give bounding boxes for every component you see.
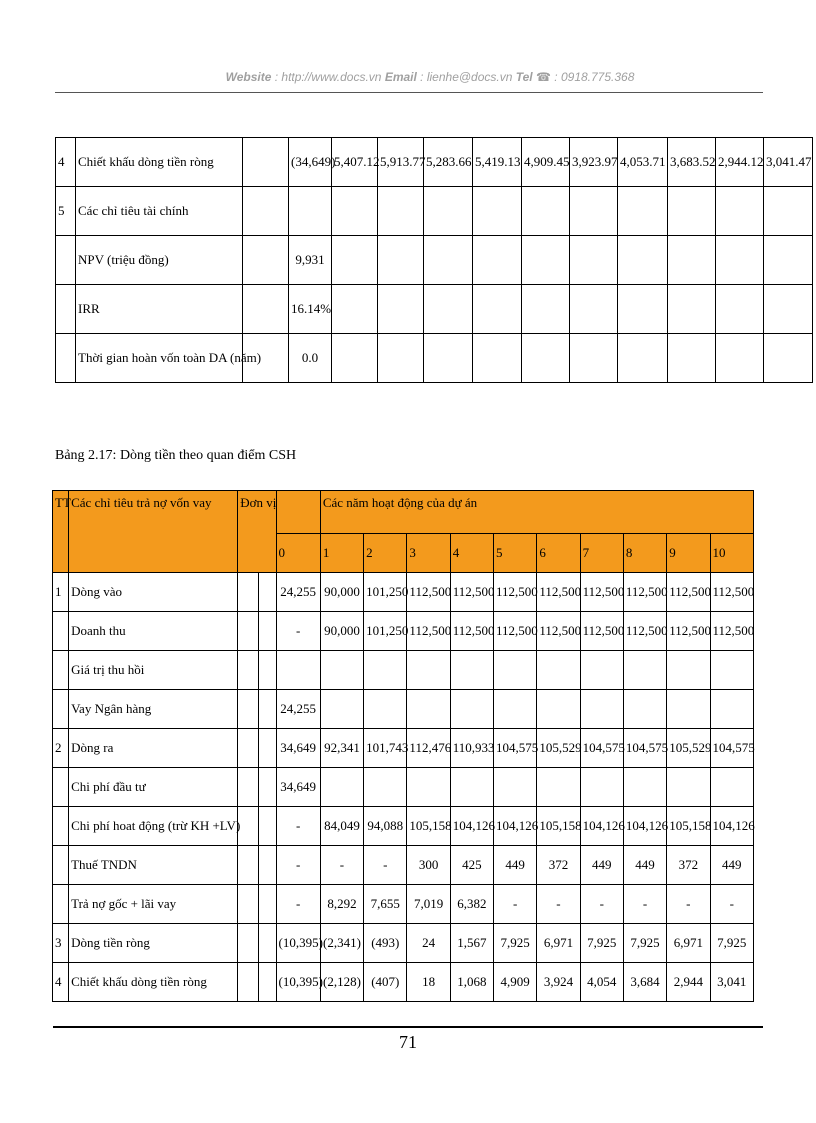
value-cell: 6,971 <box>537 924 580 963</box>
row-label: Các chỉ tiêu tài chính <box>76 187 243 236</box>
value-cell <box>764 187 813 236</box>
value-cell <box>716 187 764 236</box>
unit-cell <box>243 285 289 334</box>
value-cell: 112,500 <box>710 573 754 612</box>
value-cell: 3,923.97 <box>570 138 618 187</box>
value-cell <box>623 690 666 729</box>
value-cell <box>618 334 668 383</box>
unit-cell <box>259 963 276 1002</box>
value-cell <box>320 690 363 729</box>
value-cell: 104,575 <box>494 729 537 768</box>
value-cell: 3,041 <box>710 963 754 1002</box>
value-cell: (10,395) <box>276 924 320 963</box>
value-cell: 16.14% <box>289 285 332 334</box>
value-cell: - <box>276 885 320 924</box>
row-index <box>56 236 76 285</box>
value-cell: - <box>276 612 320 651</box>
value-cell <box>716 334 764 383</box>
value-cell: 6,971 <box>667 924 710 963</box>
header-years-title: Các năm hoạt động của dự án <box>320 491 753 534</box>
value-cell: 6,382 <box>450 885 493 924</box>
unit-cell <box>259 846 276 885</box>
value-cell <box>289 187 332 236</box>
header-divider <box>55 92 763 93</box>
tel-value: : 0918.775.368 <box>554 70 635 84</box>
value-cell <box>667 690 710 729</box>
row-index <box>56 285 76 334</box>
header-unit: Đơn vị <box>238 491 276 573</box>
value-cell <box>407 651 450 690</box>
unit-cell <box>238 690 259 729</box>
value-cell: 112,500 <box>623 573 666 612</box>
value-cell: 4,909 <box>494 963 537 1002</box>
value-cell <box>364 651 407 690</box>
row-index <box>53 612 69 651</box>
value-cell <box>623 768 666 807</box>
value-cell: 18 <box>407 963 450 1002</box>
value-cell <box>473 334 522 383</box>
row-label: Trả nợ gốc + lãi vay <box>69 885 238 924</box>
value-cell: 4,053.71 <box>618 138 668 187</box>
page-number: 71 <box>399 1032 417 1052</box>
value-cell: 112,500 <box>623 612 666 651</box>
table-row <box>53 768 754 807</box>
value-cell: 34,649 <box>276 768 320 807</box>
value-cell <box>378 236 424 285</box>
value-cell <box>667 768 710 807</box>
header-indicator: Các chỉ tiêu trả nợ vốn vay <box>69 491 238 573</box>
value-cell: 104,126 <box>494 807 537 846</box>
table-caption: Bảng 2.17: Dòng tiền theo quan điểm CSH <box>55 448 297 463</box>
row-index: 2 <box>53 729 69 768</box>
value-cell <box>580 768 623 807</box>
value-cell <box>378 334 424 383</box>
header-year: 9 <box>667 534 710 573</box>
value-cell: - <box>537 885 580 924</box>
header-year: 4 <box>450 534 493 573</box>
value-cell: 34,649 <box>276 729 320 768</box>
row-label: Doanh thu <box>69 612 238 651</box>
value-cell: 372 <box>667 846 710 885</box>
value-cell: 112,500 <box>407 612 450 651</box>
value-cell <box>473 187 522 236</box>
table-row <box>53 690 754 729</box>
value-cell <box>450 768 493 807</box>
value-cell: 112,500 <box>580 612 623 651</box>
value-cell <box>580 651 623 690</box>
value-cell: 24,255 <box>276 690 320 729</box>
header-blank <box>276 491 320 534</box>
value-cell: - <box>580 885 623 924</box>
value-cell: 3,684 <box>623 963 666 1002</box>
row-index: 4 <box>56 138 76 187</box>
unit-cell <box>238 885 259 924</box>
value-cell: 425 <box>450 846 493 885</box>
value-cell <box>716 285 764 334</box>
table-row <box>56 334 813 383</box>
row-index <box>53 885 69 924</box>
value-cell: 449 <box>623 846 666 885</box>
value-cell <box>407 768 450 807</box>
value-cell: 4,909.45 <box>522 138 570 187</box>
row-index <box>53 768 69 807</box>
row-index: 4 <box>53 963 69 1002</box>
value-cell: 112,476 <box>407 729 450 768</box>
row-label: NPV (triệu đồng) <box>76 236 243 285</box>
value-cell: 7,019 <box>407 885 450 924</box>
value-cell <box>494 651 537 690</box>
row-label: Dòng tiền ròng <box>69 924 238 963</box>
value-cell: 372 <box>537 846 580 885</box>
table-row <box>56 187 813 236</box>
unit-cell <box>259 729 276 768</box>
value-cell <box>494 768 537 807</box>
email-label: Email <box>384 70 417 84</box>
header-year: 2 <box>364 534 407 573</box>
value-cell: 7,925 <box>623 924 666 963</box>
row-label: Thuế TNDN <box>69 846 238 885</box>
value-cell: 300 <box>407 846 450 885</box>
value-cell <box>424 334 473 383</box>
value-cell: 4,054 <box>580 963 623 1002</box>
value-cell: 7,925 <box>710 924 754 963</box>
table-row <box>53 573 754 612</box>
value-cell <box>618 285 668 334</box>
value-cell: - <box>623 885 666 924</box>
value-cell: 5,913.77 <box>378 138 424 187</box>
value-cell: 7,925 <box>580 924 623 963</box>
value-cell: (493) <box>364 924 407 963</box>
unit-cell <box>259 573 276 612</box>
value-cell <box>618 187 668 236</box>
value-cell: 92,341 <box>320 729 363 768</box>
value-cell: - <box>320 846 363 885</box>
value-cell: (407) <box>364 963 407 1002</box>
row-index: 5 <box>56 187 76 236</box>
value-cell <box>320 768 363 807</box>
row-label: Thời gian hoàn vốn toàn DA (năm) <box>76 334 243 383</box>
value-cell <box>407 690 450 729</box>
table-row <box>53 885 754 924</box>
value-cell <box>494 690 537 729</box>
value-cell <box>332 285 378 334</box>
table-row <box>53 612 754 651</box>
value-cell: - <box>667 885 710 924</box>
value-cell: 94,088 <box>364 807 407 846</box>
value-cell: - <box>364 846 407 885</box>
value-cell: 104,126 <box>623 807 666 846</box>
phone-icon: ☎ <box>536 70 551 84</box>
value-cell: 112,500 <box>450 612 493 651</box>
header-year: 10 <box>710 534 754 573</box>
header-year: 3 <box>407 534 450 573</box>
row-label: Chi phí hoat động (trừ KH +LV) <box>69 807 238 846</box>
row-index: 1 <box>53 573 69 612</box>
row-label: IRR <box>76 285 243 334</box>
value-cell <box>570 187 618 236</box>
value-cell <box>378 187 424 236</box>
value-cell <box>764 334 813 383</box>
unit-cell <box>238 846 259 885</box>
header-year: 0 <box>276 534 320 573</box>
value-cell <box>764 236 813 285</box>
value-cell: - <box>276 807 320 846</box>
row-index <box>53 690 69 729</box>
value-cell: 104,575 <box>623 729 666 768</box>
value-cell: 5,283.66 <box>424 138 473 187</box>
footer-divider <box>53 1026 763 1028</box>
value-cell: 104,126 <box>450 807 493 846</box>
value-cell <box>623 651 666 690</box>
value-cell: 105,529 <box>537 729 580 768</box>
value-cell: 101,250 <box>364 573 407 612</box>
row-index <box>53 846 69 885</box>
table-row <box>56 236 813 285</box>
row-index <box>56 334 76 383</box>
value-cell <box>450 690 493 729</box>
value-cell: 112,500 <box>407 573 450 612</box>
value-cell: 110,933 <box>450 729 493 768</box>
unit-cell <box>238 768 259 807</box>
value-cell: 2,944 <box>667 963 710 1002</box>
value-cell: 104,126 <box>580 807 623 846</box>
value-cell: 8,292 <box>320 885 363 924</box>
value-cell: 0.0 <box>289 334 332 383</box>
value-cell <box>537 768 580 807</box>
page-header <box>100 70 760 84</box>
row-index <box>53 651 69 690</box>
unit-cell <box>243 187 289 236</box>
value-cell: 1,068 <box>450 963 493 1002</box>
unit-cell <box>259 651 276 690</box>
value-cell <box>473 285 522 334</box>
value-cell: 3,683.52 <box>668 138 716 187</box>
value-cell <box>667 651 710 690</box>
value-cell <box>668 236 716 285</box>
table-row <box>56 138 813 187</box>
unit-cell <box>238 963 259 1002</box>
value-cell <box>537 690 580 729</box>
unit-cell <box>259 807 276 846</box>
unit-cell <box>238 924 259 963</box>
value-cell: 112,500 <box>537 612 580 651</box>
row-label: Dòng ra <box>69 729 238 768</box>
row-label: Dòng vào <box>69 573 238 612</box>
value-cell <box>276 651 320 690</box>
header-tt: TT <box>53 491 69 573</box>
unit-cell <box>259 885 276 924</box>
tel-label: Tel <box>515 70 533 84</box>
value-cell: 5,419.13 <box>473 138 522 187</box>
value-cell: 90,000 <box>320 612 363 651</box>
row-label: Chi phí đầu tư <box>69 768 238 807</box>
value-cell <box>522 187 570 236</box>
value-cell: 5,407.12 <box>332 138 378 187</box>
value-cell: 104,575 <box>710 729 754 768</box>
unit-cell <box>238 612 259 651</box>
value-cell: 104,126 <box>710 807 754 846</box>
value-cell <box>710 768 754 807</box>
value-cell <box>668 285 716 334</box>
value-cell: 84,049 <box>320 807 363 846</box>
table-row <box>53 729 754 768</box>
value-cell: 112,500 <box>494 612 537 651</box>
value-cell: 112,500 <box>537 573 580 612</box>
equity-cashflow-table <box>52 490 754 1002</box>
value-cell: (2,341) <box>320 924 363 963</box>
value-cell: (34,649) <box>289 138 332 187</box>
value-cell: 449 <box>710 846 754 885</box>
table-row <box>53 807 754 846</box>
value-cell <box>424 285 473 334</box>
row-label: Chiết khấu dòng tiền ròng <box>69 963 238 1002</box>
unit-cell <box>238 573 259 612</box>
value-cell <box>570 334 618 383</box>
email-value: : lienhe@docs.vn <box>420 70 513 84</box>
value-cell <box>522 285 570 334</box>
header-year: 1 <box>320 534 363 573</box>
value-cell: 101,743 <box>364 729 407 768</box>
value-cell: (10,395) <box>276 963 320 1002</box>
row-label: Vay Ngân hàng <box>69 690 238 729</box>
value-cell: 105,158 <box>667 807 710 846</box>
value-cell <box>710 651 754 690</box>
value-cell: 24,255 <box>276 573 320 612</box>
table-row <box>53 846 754 885</box>
value-cell: - <box>276 846 320 885</box>
value-cell <box>473 236 522 285</box>
header-year: 7 <box>580 534 623 573</box>
value-cell: 90,000 <box>320 573 363 612</box>
row-index <box>53 807 69 846</box>
value-cell <box>332 236 378 285</box>
value-cell: 112,500 <box>580 573 623 612</box>
unit-cell <box>259 768 276 807</box>
value-cell: 105,158 <box>407 807 450 846</box>
value-cell <box>320 651 363 690</box>
value-cell: 1,567 <box>450 924 493 963</box>
row-label: Chiết khấu dòng tiền ròng <box>76 138 243 187</box>
value-cell: - <box>710 885 754 924</box>
value-cell: 112,500 <box>710 612 754 651</box>
value-cell <box>537 651 580 690</box>
value-cell: 3,924 <box>537 963 580 1002</box>
table-row <box>53 924 754 963</box>
value-cell <box>716 236 764 285</box>
website-value: : http://www.docs.vn <box>274 70 382 84</box>
value-cell: 24 <box>407 924 450 963</box>
value-cell: - <box>494 885 537 924</box>
value-cell <box>364 690 407 729</box>
value-cell: 449 <box>494 846 537 885</box>
value-cell: 9,931 <box>289 236 332 285</box>
table-row <box>53 651 754 690</box>
unit-cell <box>259 690 276 729</box>
value-cell: 101,250 <box>364 612 407 651</box>
value-cell <box>570 236 618 285</box>
unit-cell <box>238 729 259 768</box>
row-label: Giá trị thu hồi <box>69 651 238 690</box>
value-cell <box>450 651 493 690</box>
unit-cell <box>259 612 276 651</box>
header-year: 6 <box>537 534 580 573</box>
value-cell: 112,500 <box>667 612 710 651</box>
unit-cell <box>259 924 276 963</box>
value-cell: 7,655 <box>364 885 407 924</box>
value-cell <box>764 285 813 334</box>
value-cell <box>522 236 570 285</box>
value-cell: 112,500 <box>494 573 537 612</box>
unit-cell <box>243 236 289 285</box>
value-cell <box>424 236 473 285</box>
unit-cell <box>238 651 259 690</box>
value-cell <box>332 334 378 383</box>
value-cell <box>618 236 668 285</box>
cashflow-table-continued <box>55 137 813 383</box>
unit-cell <box>238 807 259 846</box>
value-cell: (2,128) <box>320 963 363 1002</box>
value-cell: 112,500 <box>450 573 493 612</box>
value-cell: 104,575 <box>580 729 623 768</box>
header-year: 8 <box>623 534 666 573</box>
value-cell <box>668 334 716 383</box>
table-row <box>56 285 813 334</box>
unit-cell <box>243 138 289 187</box>
value-cell: 105,529 <box>667 729 710 768</box>
value-cell <box>710 690 754 729</box>
value-cell <box>668 187 716 236</box>
header-year: 5 <box>494 534 537 573</box>
value-cell <box>570 285 618 334</box>
value-cell <box>332 187 378 236</box>
value-cell <box>364 768 407 807</box>
value-cell <box>580 690 623 729</box>
value-cell: 112,500 <box>667 573 710 612</box>
row-index: 3 <box>53 924 69 963</box>
value-cell <box>522 334 570 383</box>
table-row <box>53 963 754 1002</box>
value-cell: 3,041.47 <box>764 138 813 187</box>
value-cell: 105,158 <box>537 807 580 846</box>
value-cell: 7,925 <box>494 924 537 963</box>
value-cell <box>424 187 473 236</box>
value-cell: 2,944.12 <box>716 138 764 187</box>
value-cell: 449 <box>580 846 623 885</box>
value-cell <box>378 285 424 334</box>
website-label: Website <box>225 70 272 84</box>
